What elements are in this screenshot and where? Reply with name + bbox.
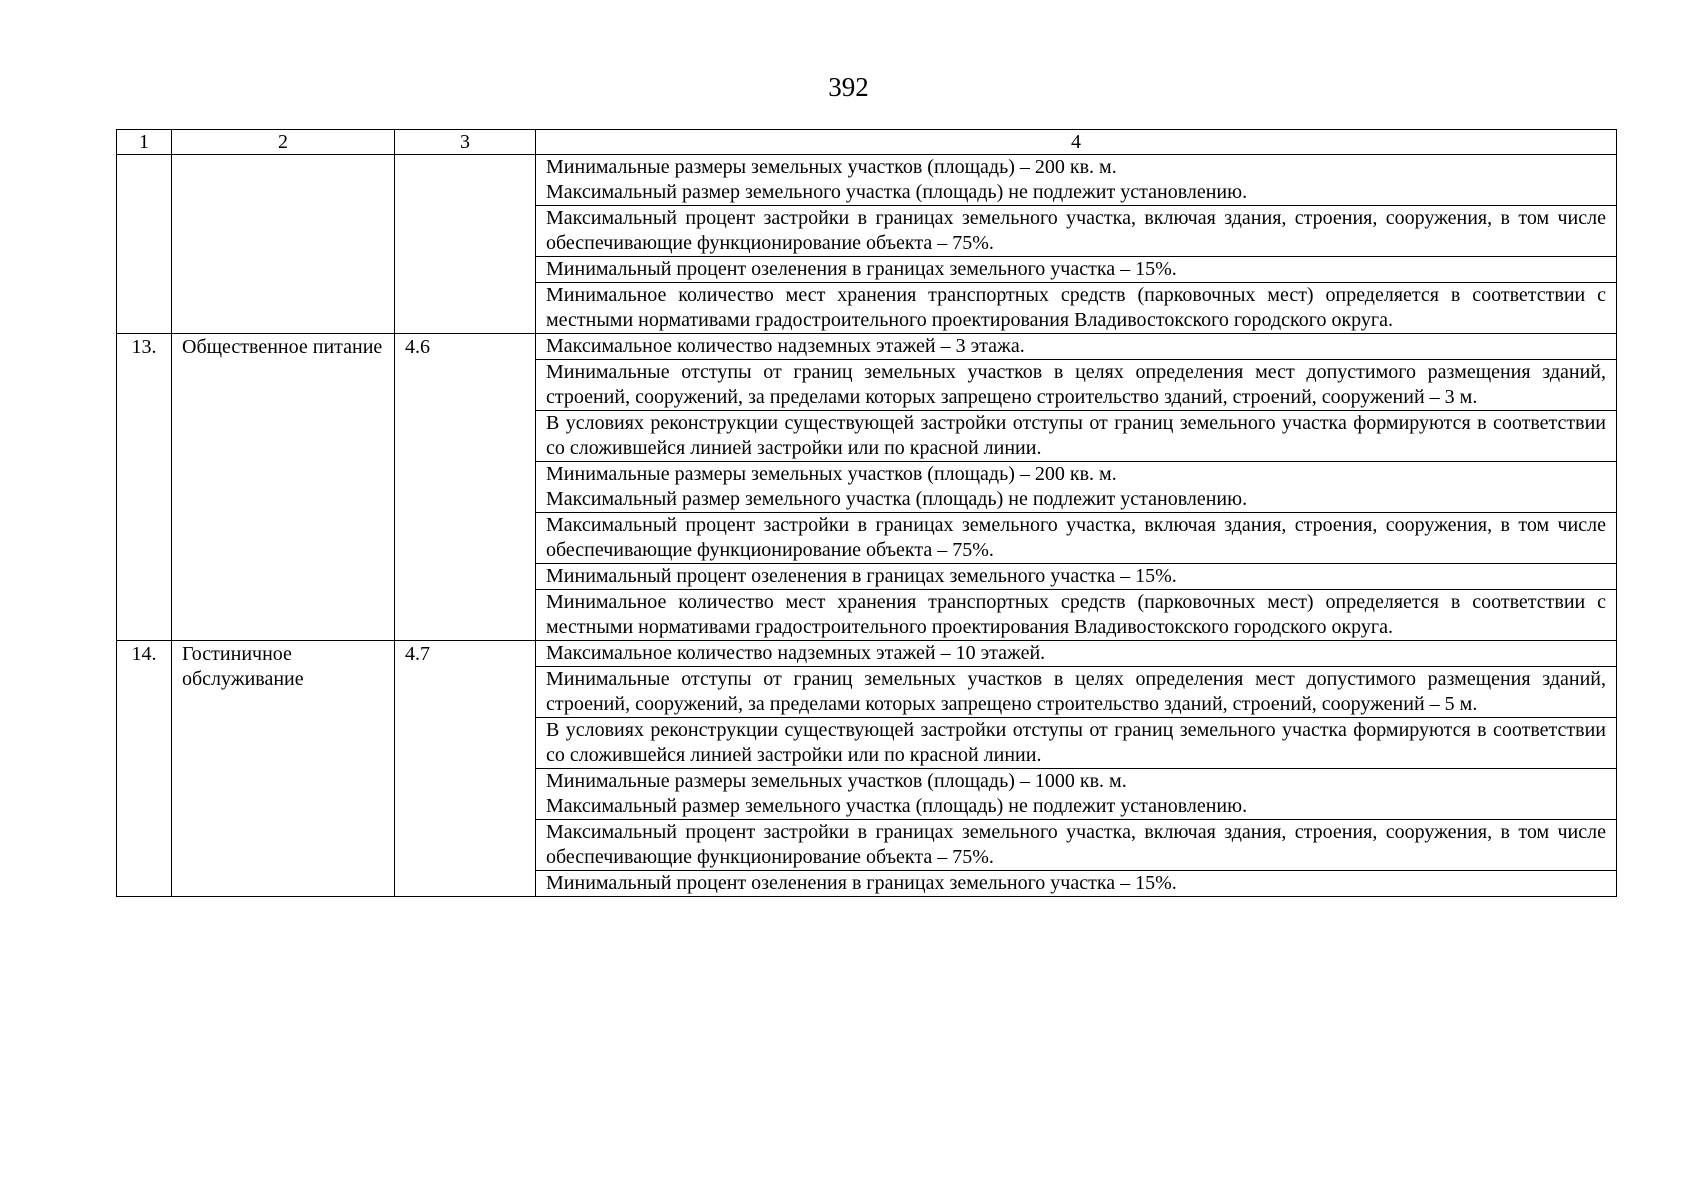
parameter-cell (536, 513, 1617, 564)
parameter-cell (536, 257, 1617, 283)
parameter-text: Максимальный размер земельного участка (площадь) не подлежит установлению. (546, 181, 1248, 203)
parameter-cell (536, 411, 1617, 462)
parameter-text: Минимальные размеры земельных участков (площадь) – 200 кв. м. (546, 463, 1117, 485)
table-row (117, 641, 1617, 667)
parameter-cell (536, 360, 1617, 411)
parameter-text: Минимальный процент озеленения в границах земельного участка – 15%. (546, 872, 1177, 894)
parameter-text: Минимальные отступы от границ земельных участков в целях определения мест допустимого размещения зданий, строений, сооружений, за пределами которых запрещено строительство зданий, строений, сооружений – 3 м. (546, 361, 1606, 408)
table-row (117, 155, 1617, 206)
parameter-text: Максимальный процент застройки в границах земельного участка, включая здания, строения, сооружения, в том числе обеспечивающие функционирование объекта – 75%. (546, 207, 1606, 254)
land-use-code: 4.7 (395, 641, 536, 897)
land-use-name: Гостиничное обслуживание (172, 641, 395, 897)
parameter-text: Минимальные размеры земельных участков (площадь) – 1000 кв. м. (546, 770, 1127, 792)
parameter-text: Минимальное количество мест хранения транспортных средств (парковочных мест) определяется в соответствии с местными нормативами градостроительного проектирования Владивостокского городского округа. (546, 591, 1606, 638)
land-use-name: Общественное питание (172, 334, 395, 641)
row-number: 13. (117, 334, 172, 641)
parameter-cell (536, 769, 1617, 820)
parameter-text: Максимальное количество надземных этажей – 10 этажей. (546, 642, 1046, 664)
continuation-num-cell (117, 155, 172, 334)
parameter-text: Минимальные отступы от границ земельных участков в целях определения мест допустимого размещения зданий, строений, сооружений, за пределами которых запрещено строительство зданий, строений, сооружений – 5 м. (546, 668, 1606, 715)
parameter-cell (536, 462, 1617, 513)
column-header-4: 4 (536, 130, 1617, 155)
column-header-2: 2 (172, 130, 395, 155)
parameter-text: Максимальный процент застройки в границах земельного участка, включая здания, строения, сооружения, в том числе обеспечивающие функционирование объекта – 75%. (546, 821, 1606, 868)
parameter-cell (536, 641, 1617, 667)
parameter-text: Минимальный процент озеленения в границах земельного участка – 15%. (546, 258, 1177, 280)
parameter-cell (536, 590, 1617, 641)
parameter-text: Минимальное количество мест хранения транспортных средств (парковочных мест) определяется в соответствии с местными нормативами градостроительного проектирования Владивостокского городского округа. (546, 284, 1606, 331)
parameter-text: В условиях реконструкции существующей застройки отступы от границ земельного участка формируются в соответствии со сложившейся линией застройки или по красной линии. (546, 719, 1606, 766)
parameter-cell (536, 283, 1617, 334)
parameter-cell (536, 871, 1617, 897)
parameter-cell (536, 718, 1617, 769)
parameter-text: В условиях реконструкции существующей застройки отступы от границ земельного участка формируются в соответствии со сложившейся линией застройки или по красной линии. (546, 412, 1606, 459)
parameter-text: Максимальный размер земельного участка (площадь) не подлежит установлению. (546, 795, 1248, 817)
parameter-cell (536, 820, 1617, 871)
parameter-text: Минимальный процент озеленения в границах земельного участка – 15%. (546, 565, 1177, 587)
page-number: 392 (828, 72, 869, 102)
parameter-cell (536, 206, 1617, 257)
continuation-name-cell (172, 155, 395, 334)
table-header-row (117, 130, 1617, 155)
table-row (117, 334, 1617, 360)
row-number: 14. (117, 641, 172, 897)
parameter-text: Максимальный процент застройки в границах земельного участка, включая здания, строения, сооружения, в том числе обеспечивающие функционирование объекта – 75%. (546, 514, 1606, 561)
parameter-cell (536, 667, 1617, 718)
parameter-text: Минимальные размеры земельных участков (площадь) – 200 кв. м. (546, 156, 1117, 178)
regulations-table (116, 129, 1617, 897)
parameter-cell (536, 155, 1617, 206)
parameter-text: Максимальное количество надземных этажей – 3 этажа. (546, 335, 1025, 357)
land-use-code: 4.6 (395, 334, 536, 641)
column-header-1: 1 (117, 130, 172, 155)
parameter-cell (536, 334, 1617, 360)
continuation-code-cell (395, 155, 536, 334)
parameter-text: Максимальный размер земельного участка (площадь) не подлежит установлению. (546, 488, 1248, 510)
column-header-3: 3 (395, 130, 536, 155)
parameter-cell (536, 564, 1617, 590)
